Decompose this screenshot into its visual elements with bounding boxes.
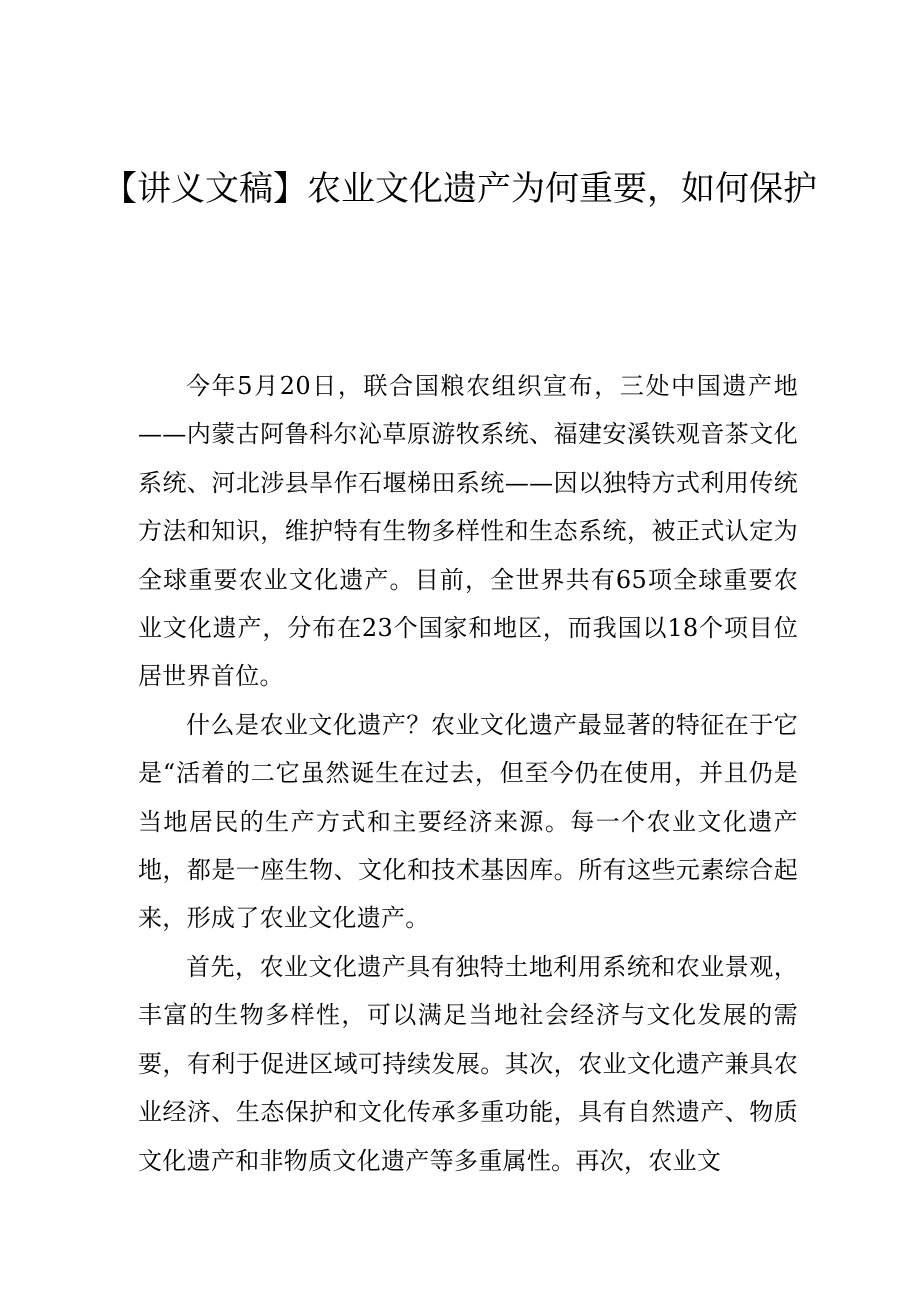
document-body: [138, 362, 798, 1185]
paragraph: 什么是农业文化遗产？农业文化遗产最显著的特征在于它是“活着的二它虽然诞生在过去，但至今仍在使用，并且仍是当地居民的生产方式和主要经济来源。每一个农业文化遗产地，都是一座生物、文化和技术基因库。所有这些元素综合起来，形成了农业文化遗产。: [138, 710, 798, 933]
paragraph: 今年5月20日，联合国粮农组织宣布，三处中国遗产地——内蒙古阿鲁科尔沁草原游牧系统、福建安溪铁观音茶文化系统、河北涉县旱作石堰梯田系统——因以独特方式利用传统方法和知识，维护特有生物多样性和生态系统，被正式认定为全球重要农业文化遗产。目前，全世界共有65项全球重要农业文化遗产，分布在23个国家和地区，而我国以18个项目位居世界首位。: [138, 372, 798, 691]
document-title: 【讲义文稿】农业文化遗产为何重要，如何保护: [103, 169, 817, 209]
paragraph: 首先，农业文化遗产具有独特土地利用系统和农业景观，丰富的生物多样性，可以满足当地社会经济与文化发展的需要，有利于促进区域可持续发展。其次，农业文化遗产兼具农业经济、生态保护和文化传承多重功能，具有自然遗产、物质文化遗产和非物质文化遗产等多重属性。再次，农业文: [138, 952, 798, 1175]
